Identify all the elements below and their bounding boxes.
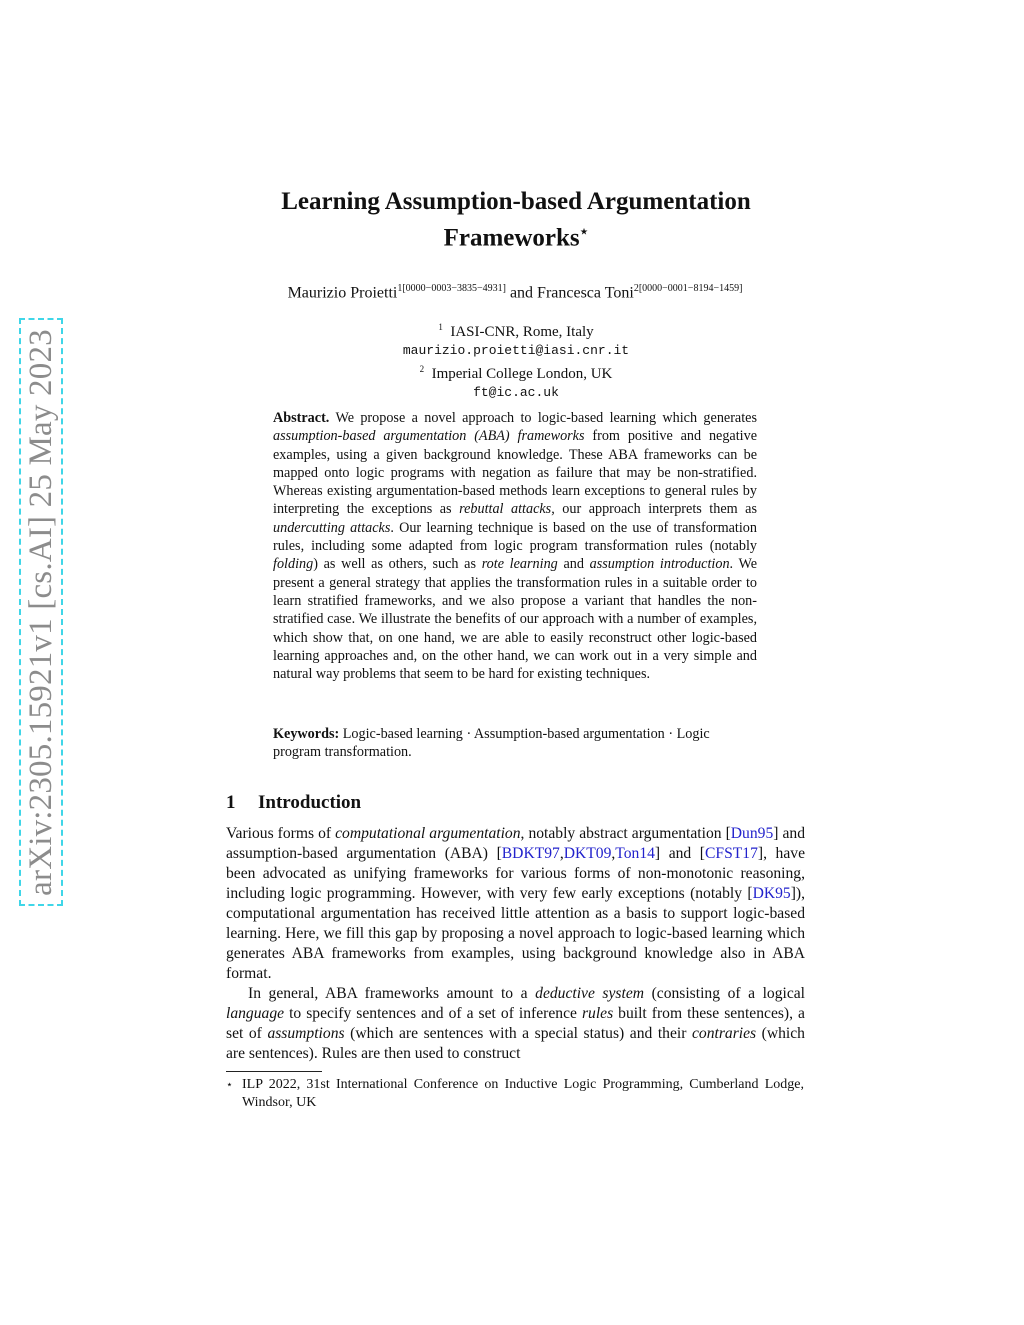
paragraph-emphasis: rules xyxy=(581,1005,614,1022)
affiliation-1-number: 1 xyxy=(438,322,443,332)
section-heading xyxy=(226,792,361,814)
citation-separator: , xyxy=(559,845,564,862)
affiliations xyxy=(226,318,806,402)
paper-title xyxy=(226,186,806,253)
paragraph-text: to specify sentences and of a set of inference xyxy=(289,1005,577,1022)
affiliation-2 xyxy=(226,360,806,384)
paragraph-2 xyxy=(226,984,805,1064)
paragraph-emphasis: language xyxy=(226,1005,285,1022)
paragraph-text: (consisting of a logical xyxy=(651,985,806,1002)
title-line-1: Learning Assumption-based Argumentation xyxy=(281,188,751,215)
abstract-text: We propose a novel approach to logic-based learning which generates xyxy=(335,410,757,426)
paragraph-emphasis: computational argumentation xyxy=(335,825,521,842)
affiliation-1 xyxy=(226,318,806,342)
paragraph-text: (which are sentences). Rules are then used to construct xyxy=(226,1025,805,1062)
section-title: Introduction xyxy=(258,792,362,813)
citation-link[interactable]: BDKT97 xyxy=(501,845,560,862)
paragraph-text: ] and assumption-based argumentation (ABA) [ xyxy=(226,825,805,862)
paragraph-text: In general, ABA frameworks amount to a xyxy=(248,985,528,1002)
arxiv-stamp xyxy=(19,318,63,906)
title-line-2: Frameworks xyxy=(443,224,580,252)
affiliation-1-email[interactable]: maurizio.proietti@iasi.cnr.it xyxy=(402,342,630,358)
abstract-text: . Our learning technique is based on the use of transformation rules, including some adapted from logic program transformation rules (notably xyxy=(273,519,757,555)
abstract-emphasis: assumption introduction xyxy=(589,556,730,573)
abstract-text: , our approach interprets them as xyxy=(551,501,758,518)
author-2-name: Francesca Toni xyxy=(537,284,634,302)
keywords xyxy=(273,725,757,762)
affiliation-2-institution: Imperial College London, UK xyxy=(431,366,613,382)
abstract-emphasis: undercutting attacks xyxy=(273,519,391,536)
paragraph-emphasis: contraries xyxy=(692,1025,757,1042)
author-line xyxy=(200,283,830,302)
paragraph-text: ], have been advocated as unifying frameworks for various forms of non-monotonic reasoning, including logic programming. However, with very few early exceptions (notably [ xyxy=(226,845,805,902)
paragraph-text: ] and [ xyxy=(654,845,705,862)
abstract-text: ) as well as others, such as xyxy=(313,556,477,573)
affiliation-2-number: 2 xyxy=(419,364,425,374)
paragraph-emphasis: deductive system xyxy=(535,985,645,1002)
paragraph-text: ]), computational argumentation has received little attention as a basis to support logic-based learning. Here, we fill this gap by proposing a novel approach to logic-based learning which generates ABA frameworks from examples, using background knowledge also in ABA format. xyxy=(226,885,805,982)
abstract-emphasis: rote learning xyxy=(481,556,558,573)
abstract-text: and xyxy=(563,556,584,573)
keywords-label: Keywords: xyxy=(273,726,340,742)
abstract xyxy=(273,409,757,683)
paragraph-text: (which are sentences with a special status) and their xyxy=(350,1025,687,1042)
citation-link[interactable]: CFST17 xyxy=(705,845,758,862)
footnote xyxy=(226,1076,805,1113)
citation-link[interactable]: DKT09 xyxy=(563,845,612,862)
paragraph-text: Various forms of xyxy=(226,825,332,842)
title-footnote-mark: ⋆ xyxy=(579,225,589,240)
citation-link[interactable]: Dun95 xyxy=(730,825,774,842)
footnote-mark: ⋆ xyxy=(226,1079,233,1091)
arxiv-identifier: arXiv:2305.15921v1 [cs.AI] 25 May 2023 xyxy=(22,328,59,896)
author-1-orcid: 1[0000−0003−3835−4931] xyxy=(397,283,506,294)
author-conjunction: and xyxy=(509,284,534,302)
affiliation-2-email[interactable]: ft@ic.ac.uk xyxy=(473,384,559,400)
author-2-orcid: 2[0000−0001−8194−1459] xyxy=(633,283,743,294)
paragraph-text: built from these sentences), a set of xyxy=(226,1005,805,1042)
paragraph-text: , notably abstract argumentation [ xyxy=(520,825,731,842)
keywords-text: Logic-based learning · Assumption-based argumentation · Logic program transformation. xyxy=(273,726,710,761)
citation-link[interactable]: DK95 xyxy=(752,885,791,902)
footnote-text: ILP 2022, 31st International Conference on Inductive Logic Programming, Cumberland Lodge, Windsor, UK xyxy=(242,1077,804,1111)
abstract-emphasis: rebuttal attacks xyxy=(459,501,552,518)
paragraph-emphasis: assumptions xyxy=(267,1025,345,1042)
abstract-emphasis: folding xyxy=(273,556,314,573)
section-number: 1 xyxy=(226,792,236,813)
abstract-text: from positive and negative examples, using a given background knowledge. These ABA frameworks can be mapped onto logic programs with negation as failure that may be non-stratified. Whereas existing argumentation-based methods learn exceptions to general rules by interpreting the exceptions as xyxy=(273,428,757,518)
citation-link[interactable]: Ton14 xyxy=(615,845,655,862)
citation-separator: , xyxy=(611,845,616,862)
abstract-emphasis: assumption-based argumentation (ABA) frameworks xyxy=(273,428,585,445)
abstract-label: Abstract. xyxy=(273,410,330,426)
affiliation-1-institution: IASI-CNR, Rome, Italy xyxy=(450,324,594,340)
paragraph-1 xyxy=(226,824,805,984)
body-text xyxy=(226,824,805,1064)
footnote-divider xyxy=(226,1071,322,1072)
author-1-name: Maurizio Proietti xyxy=(287,284,398,302)
abstract-text: . We present a general strategy that applies the transformation rules in a suitable order to learn stratified frameworks, and we also propose a variant that handles the non-stratified case. We illustrate the benefits of our approach with a number of examples, which show that, on one hand, we are able to easily reconstruct other logic-based learning approaches and, on the other hand, we can work out in a very simple and natural way problems that seem to be hard for existing techniques. xyxy=(273,556,758,683)
